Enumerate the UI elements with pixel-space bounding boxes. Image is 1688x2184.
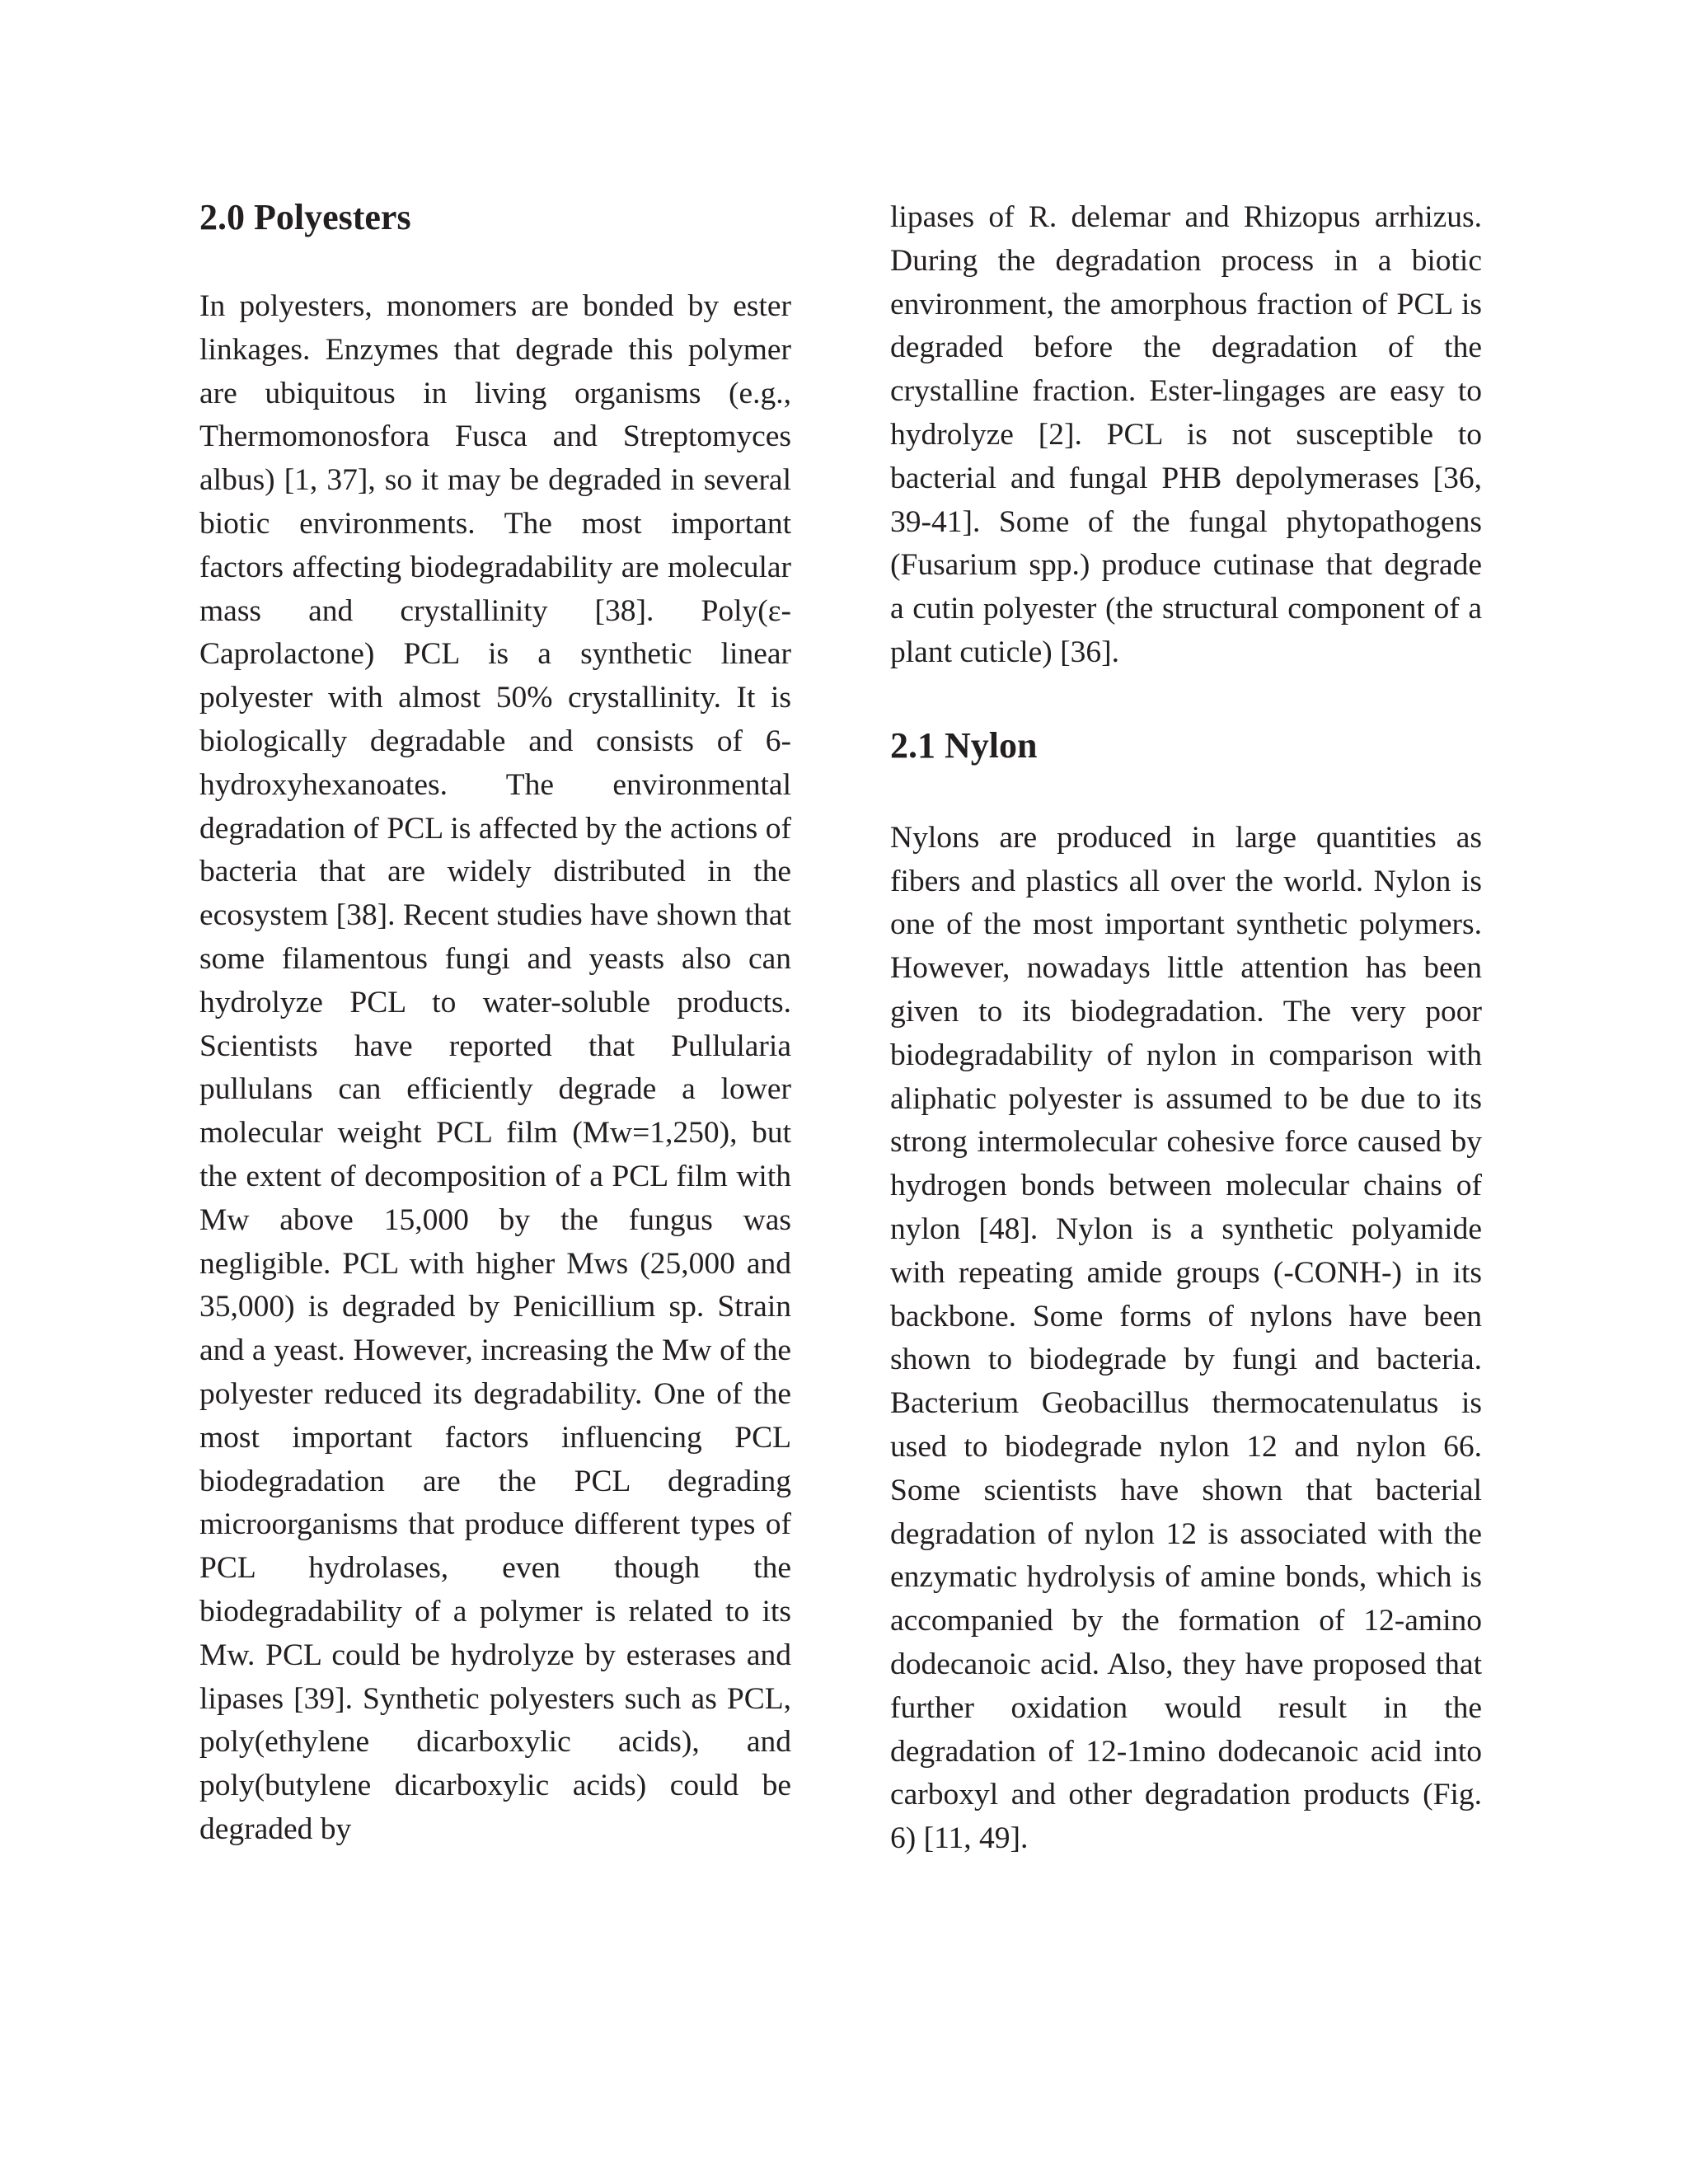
paragraph-polyesters: In polyesters, monomers are bonded by ester linkages. Enzymes that degrade this polymer are ubiquitous in living organisms (e.g., Thermomonosfora Fusca and Streptomyces albus) [1, 37], so it may be degraded in several biotic environments. The most important factors affecting biodegradability are molecular mass and crystallinity [38]. Poly(ε-Caprolactone) PCL is a synthetic linear polyester with almost 50% crystallinity. It is biologically degradable and consists of 6- hydroxyhexanoates. The environmental degradation of PCL is affected by the actions of bacteria that are widely distributed in the ecosystem [38]. Recent studies have shown that some filamentous fungi and yeasts also can hydrolyze PCL to water-soluble products. Scientists have reported that Pullularia pullulans can efficiently degrade a lower molecular weight PCL film (Mw=1,250), but the extent of decomposition of a PCL film with Mw above 15,000 by the fungus was negligible. PCL with higher Mws (25,000 and 35,000) is degraded by Penicillium sp. Strain and a yeast. However, increasing the Mw of the polyester reduced its degradability. One of the most important factors influencing PCL biodegradation are the PCL degrading microorganisms that produce different types of PCL hydrolases, even though the biodegradability of a polymer is related to its Mw. PCL could be hydrolyze by esterases and lipases [39]. Synthetic polyesters such as PCL, poly(ethylene dicarboxylic acids), and poly(butylene dicarboxylic acids) could be degraded by (199, 289, 791, 1846)
paragraph-nylon: Nylons are produced in large quantities as fibers and plastics all over the world. Nylon is one of the most important synthetic polymers. However, nowadays little attention has been given to its biodegradation. The very poor biodegradability of nylon in comparison with aliphatic polyester is assumed to be due to its strong intermolecular cohesive force caused by hydrogen bonds between molecular chains of nylon [48]. Nylon is a synthetic polyamide with repeating amide groups (-CONH-) in its backbone. Some forms of nylons have been shown to biodegrade by fungi and bacteria. Bacterium Geobacillus thermocatenulatus is used to biodegrade nylon 12 and nylon 66. Some scientists have shown that bacterial degradation of nylon 12 is associated with the enzymatic hydrolysis of amine bonds, which is accompanied by the formation of 12-amino dodecanoic acid. Also, they have proposed that further oxidation would result in the degradation of 12-1mino dodecanoic acid into carboxyl and other degradation products (Fig. 6) [11, 49]. (890, 820, 1482, 1856)
left-column (199, 196, 791, 1852)
section-heading-polyesters: 2.0 Polyesters (199, 197, 411, 237)
section-heading-nylon: 2.1 Nylon (890, 724, 1038, 766)
paragraph-polyesters-continued: lipases of R. delemar and Rhizopus arrhizus. During the degradation process in a biotic environment, the amorphous fraction of PCL is degraded before the degradation of the crystalline fraction. Ester-lingages are easy to hydrolyze [2]. PCL is not susceptible to bacterial and fungal PHB depolymerases [36, 39-41]. Some of the fungal phytopathogens (Fusarium spp.) produce cutinase that degrade a cutin polyester (the structural component of a plant cuticle) [36]. (890, 200, 1482, 669)
right-column (890, 196, 1482, 1861)
